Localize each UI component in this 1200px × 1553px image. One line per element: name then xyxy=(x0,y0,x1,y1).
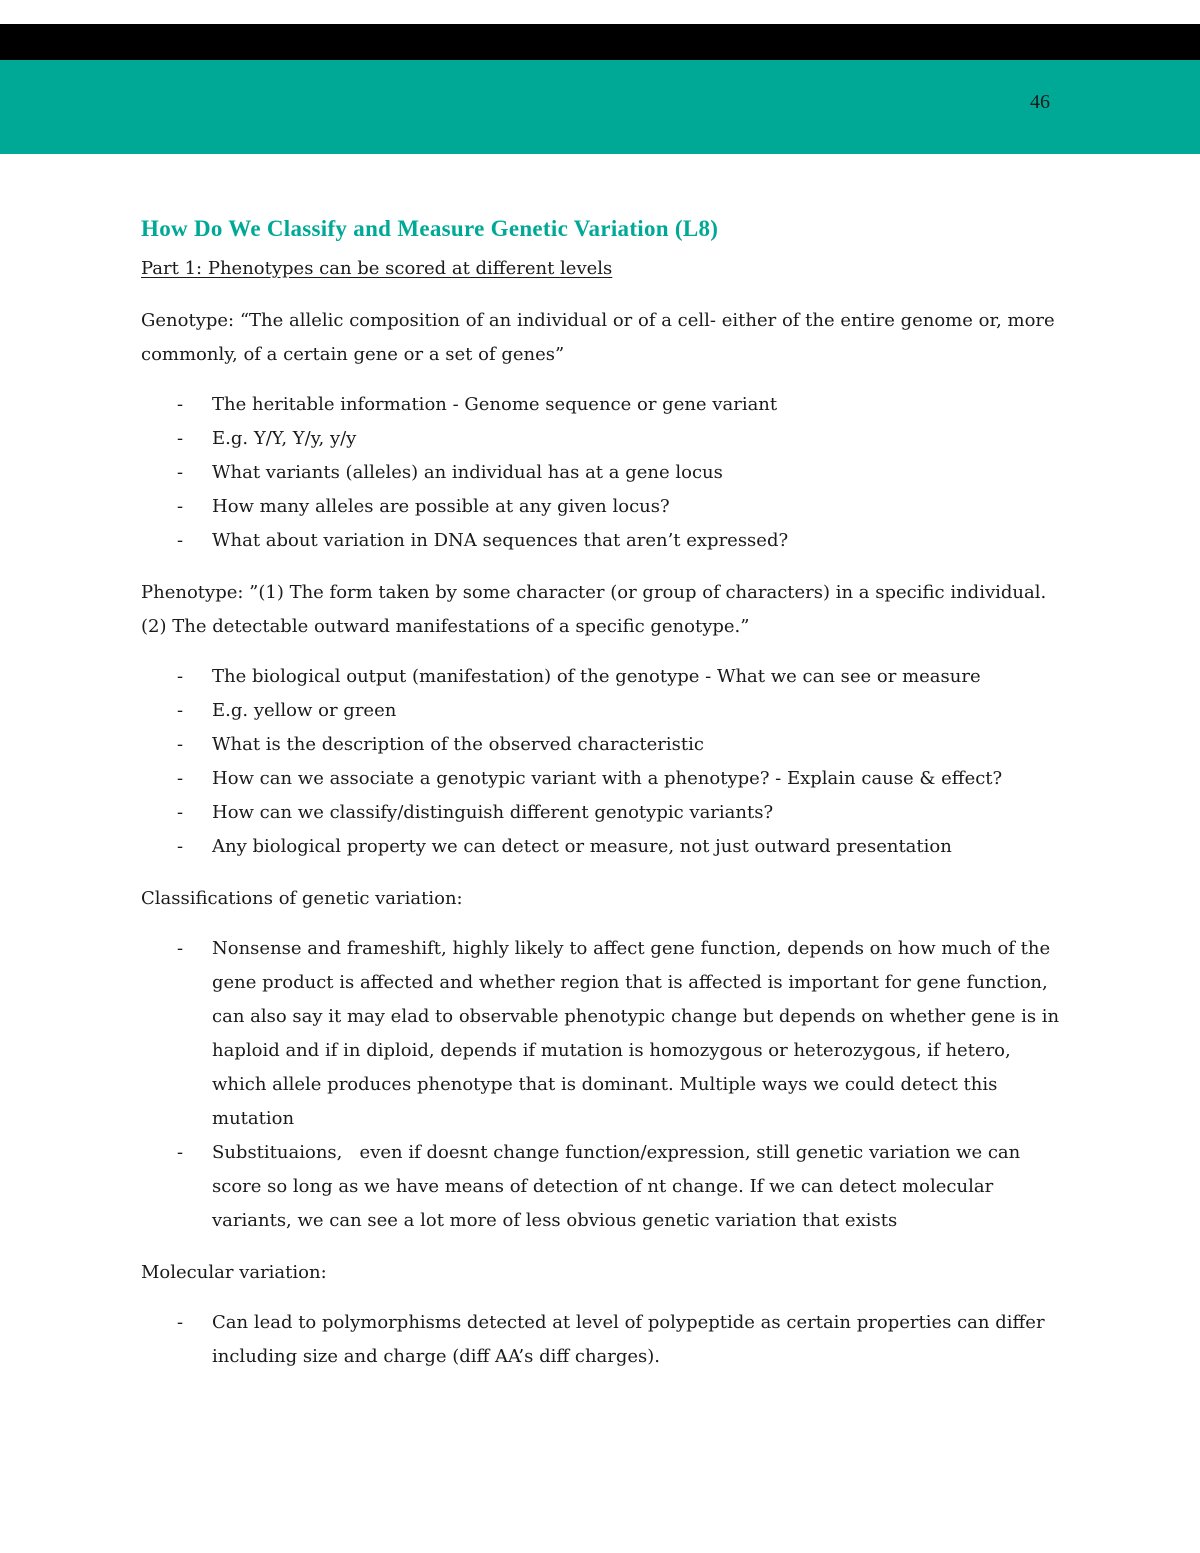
phenotype-definition: Phenotype: ”(1) The form taken by some character (or group of characters) in a specific individual. (2) The detectable outward manifestations of a specific genotype.” xyxy=(141,582,1047,637)
dash-bullet: - xyxy=(177,428,184,449)
part-heading: Part 1: Phenotypes can be scored at different levels xyxy=(141,258,613,279)
phenotype-list xyxy=(141,660,1066,864)
classifications-heading: Classifications of genetic variation: xyxy=(141,888,463,909)
list-item xyxy=(141,830,1066,864)
list-item-text: Any biological property we can detect or measure, not just outward presentation xyxy=(212,836,952,857)
molecular-list xyxy=(141,1306,1066,1374)
list-item xyxy=(141,762,1066,796)
list-item-text: The heritable information - Genome sequence or gene variant xyxy=(212,394,778,415)
list-item-text: Can lead to polymorphisms detected at level of polypeptide as certain properties can differ including size and charge (diff AA’s diff charges). xyxy=(212,1312,1045,1367)
dash-bullet: - xyxy=(177,768,184,789)
page-number: 46 xyxy=(1030,91,1050,113)
list-item xyxy=(141,660,1066,694)
list-item-text: How many alleles are possible at any given locus? xyxy=(212,496,670,517)
classification-list xyxy=(141,932,1066,1238)
dash-bullet: - xyxy=(177,938,184,959)
dash-bullet: - xyxy=(177,700,184,721)
list-item xyxy=(141,422,1066,456)
dash-bullet: - xyxy=(177,666,184,687)
dash-bullet: - xyxy=(177,802,184,823)
top-black-bar xyxy=(0,24,1200,62)
list-item-text: What is the description of the observed characteristic xyxy=(212,734,704,755)
dash-bullet: - xyxy=(177,1312,184,1333)
list-item xyxy=(141,524,1066,558)
dash-bullet: - xyxy=(177,1142,184,1163)
genotype-definition: Genotype: “The allelic composition of an individual or of a cell- either of the entire genome or, more commonly, of a certain gene or a set of genes” xyxy=(141,310,1055,365)
dash-bullet: - xyxy=(177,734,184,755)
dash-bullet: - xyxy=(177,462,184,483)
list-item-text: The biological output (manifestation) of the genotype - What we can see or measure xyxy=(212,666,981,687)
list-item xyxy=(141,388,1066,422)
list-item-text: What about variation in DNA sequences that aren’t expressed? xyxy=(212,530,789,551)
list-item xyxy=(141,796,1066,830)
dash-bullet: - xyxy=(177,496,184,517)
list-item-text: What variants (alleles) an individual has at a gene locus xyxy=(212,462,723,483)
dash-bullet: - xyxy=(177,836,184,857)
list-item xyxy=(141,456,1066,490)
list-item-text: Substituaions, even if doesnt change function/expression, still genetic variation we can score so long as we have means of detection of nt change. If we can detect molecular variants, we can see a lot more of less obvious genetic variation that exists xyxy=(212,1142,1026,1231)
list-item xyxy=(141,1306,1066,1374)
list-item-text: How can we classify/distinguish different genotypic variants? xyxy=(212,802,774,823)
list-item-text: Nonsense and frameshift, highly likely to affect gene function, depends on how much of the gene product is affected and whether region that is affected is important for gene function, can also say it may elad to observable phenotypic change but depends on whether gene is in haploid and if in diploid, depends if mutation is homozygous or heterozygous, if hetero, which allele produces phenotype that is dominant. Multiple ways we could detect this mutation xyxy=(212,938,1060,1129)
list-item xyxy=(141,932,1066,1136)
document-body xyxy=(141,216,1066,1392)
dash-bullet: - xyxy=(177,530,184,551)
genotype-list xyxy=(141,388,1066,558)
dash-bullet: - xyxy=(177,394,184,415)
list-item xyxy=(141,728,1066,762)
header-band xyxy=(0,60,1200,154)
molecular-heading: Molecular variation: xyxy=(141,1262,327,1283)
list-item xyxy=(141,490,1066,524)
list-item-text: E.g. Y/Y, Y/y, y/y xyxy=(212,428,357,449)
list-item xyxy=(141,1136,1066,1238)
list-item-text: E.g. yellow or green xyxy=(212,700,397,721)
list-item-text: How can we associate a genotypic variant with a phenotype? - Explain cause & effect? xyxy=(212,768,1003,789)
list-item xyxy=(141,694,1066,728)
document-title: How Do We Classify and Measure Genetic Variation (L8) xyxy=(141,216,719,241)
